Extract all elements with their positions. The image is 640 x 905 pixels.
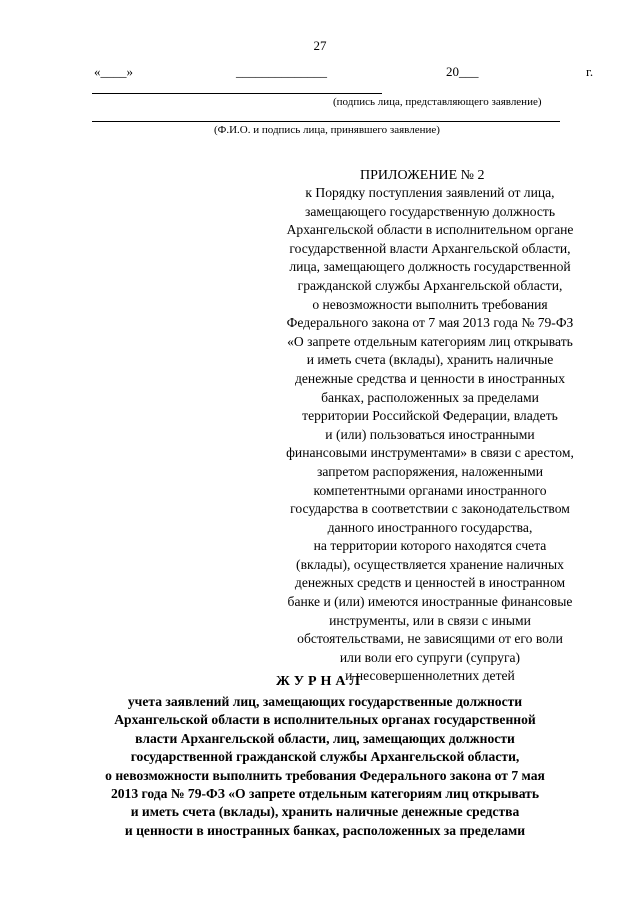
receiver-signature-line xyxy=(92,121,560,122)
appendix-line: банках, расположенных за пределами xyxy=(321,389,539,405)
appendix-line: запретом распоряжения, наложенными xyxy=(317,463,543,479)
appendix-line: государственной власти Архангельской области, xyxy=(289,240,571,256)
appendix-line: Архангельской области в исполнительном органе xyxy=(286,222,574,238)
appendix-line: данного иностранного государства, xyxy=(327,519,533,535)
date-year-suffix: г. xyxy=(586,64,594,79)
appendix-line: Федерального закона от 7 мая 2013 года № 79-ФЗ xyxy=(286,315,574,331)
appendix-line: территории Российской Федерации, владеть xyxy=(302,408,558,424)
appendix-line: обстоятельствами, не зависящими от его воли xyxy=(297,631,563,647)
date-year-blank: 20___ xyxy=(446,64,479,79)
appendix-line: гражданской службы Архангельской области, xyxy=(297,277,563,293)
appendix-line: или воли его супруги (супруга) xyxy=(339,649,521,665)
appendix-line: о невозможности выполнить требования xyxy=(312,296,548,312)
appendix-line: «О запрете отдельным категориям лиц открывать xyxy=(287,333,573,349)
appendix-line: финансовыми инструментами» в связи с арестом, xyxy=(286,445,574,461)
appendix-line: на территории которого находятся счета xyxy=(313,538,547,554)
appendix-line: государства в соответствии с законодательством xyxy=(290,501,570,517)
journal-line: власти Архангельской области, лиц, замещающих должности xyxy=(135,730,515,746)
journal-line: и ценности в иностранных банках, расположенных за пределами xyxy=(124,822,526,838)
journal-subtitle xyxy=(60,693,590,840)
journal-title: ЖУРНАЛ xyxy=(276,674,364,689)
journal-line: и иметь счета (вклады), хранить наличные денежные средства xyxy=(130,804,520,820)
appendix-line: денежных средств и ценностей в иностранном xyxy=(294,575,566,591)
date-month-blank: ______________ xyxy=(236,64,327,79)
journal-line: Архангельской области в исполнительных органах государственной xyxy=(114,712,536,728)
receiver-signature-caption: (Ф.И.О. и подпись лица, принявшего заявление) xyxy=(214,124,440,136)
appendix-line: и (или) пользоваться иностранными xyxy=(325,426,535,442)
appendix-line: лица, замещающего должность государственной xyxy=(289,259,571,275)
journal-line: о невозможности выполнить требования Федерального закона от 7 мая xyxy=(105,767,545,783)
date-day-blank: «____» xyxy=(94,64,133,79)
applicant-signature-caption: (подпись лица, представляющего заявление) xyxy=(333,96,542,108)
appendix-line: компетентными органами иностранного xyxy=(313,482,547,498)
appendix-line: банке и (или) имеются иностранные финансовые xyxy=(287,594,573,610)
appendix-text xyxy=(255,184,605,686)
appendix-line: замещающего государственную должность xyxy=(304,203,556,219)
journal-line: 2013 года № 79-ФЗ «О запрете отдельным категориям лиц открывать xyxy=(110,786,540,802)
appendix-line: денежные средства и ценности в иностранных xyxy=(294,370,565,386)
applicant-signature-line xyxy=(92,93,382,94)
appendix-title: ПРИЛОЖЕНИЕ № 2 xyxy=(360,168,485,183)
appendix-line: инструменты, или в связи с иными xyxy=(329,612,531,628)
date-line xyxy=(0,64,640,84)
appendix-line: и иметь счета (вклады), хранить наличные xyxy=(306,352,554,368)
appendix-line: к Порядку поступления заявлений от лица, xyxy=(305,185,555,200)
page-number: 27 xyxy=(313,38,327,53)
journal-line: учета заявлений лиц, замещающих государственные должности xyxy=(127,694,523,709)
appendix-line: и несовершеннолетних детей xyxy=(345,668,515,684)
journal-line: государственной гражданской службы Архангельской области, xyxy=(130,749,520,765)
appendix-line: (вклады), осуществляется хранение наличных xyxy=(296,556,564,572)
